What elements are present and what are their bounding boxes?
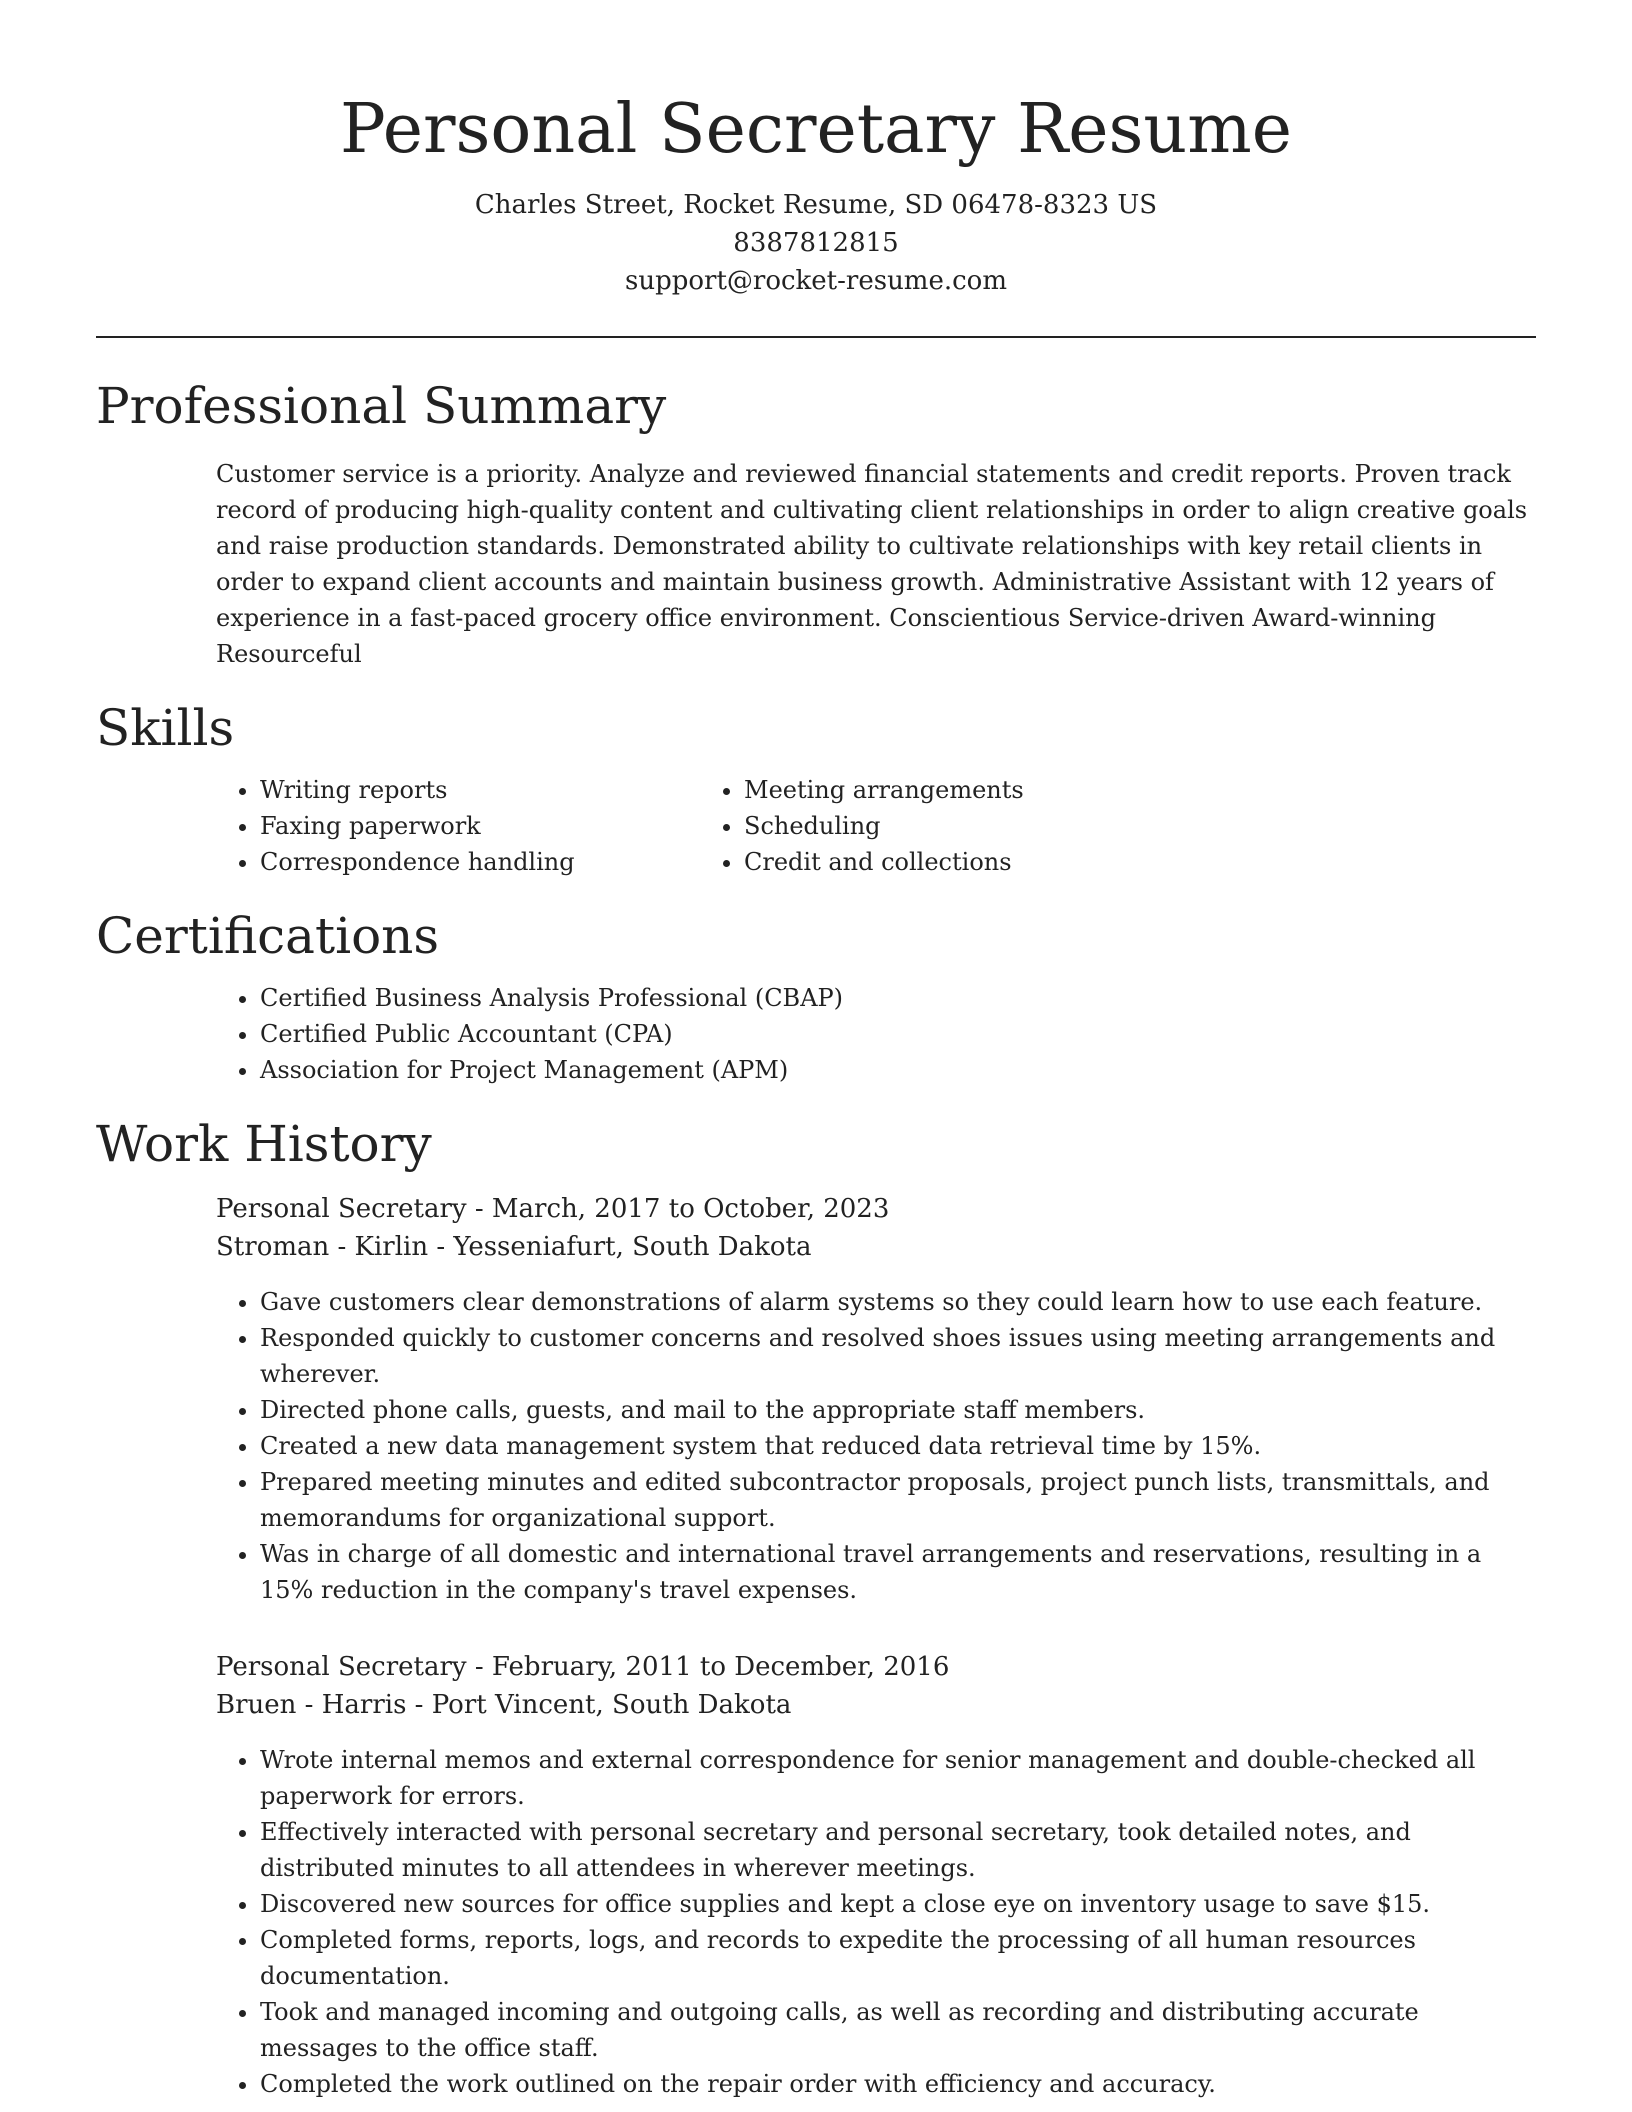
skills-heading: Skills [96,699,235,757]
job-bullet: • Completed the work outlined on the repair order with efficiency and accuracy. [260,2066,1536,2102]
job-entry [216,1190,1536,1608]
certification-item: • Certified Business Analysis Professional (CBAP) [260,980,1536,1016]
summary-section [96,376,1536,672]
job-bullet: • Completed forms, reports, logs, and records to expedite the processing of all human resources documentation. [260,1922,1536,1994]
job-bullet: • Directed phone calls, guests, and mail to the appropriate staff members. [260,1392,1536,1428]
job-bullet: • Wrote internal memos and external correspondence for senior management and double-checked all paperwork for errors. [260,1742,1536,1814]
skills-list-right [580,772,1386,880]
skill-item: • Scheduling [744,808,1386,844]
header-divider [96,336,1536,338]
contact-phone: 8387812815 [733,228,899,258]
job-bullet: • Responded quickly to customer concerns and resolved shoes issues using meeting arrangements and wherever. [260,1320,1536,1392]
certifications-section [96,906,1536,1088]
job-bullet: • Gave customers clear demonstrations of alarm systems so they could learn how to use each feature. [260,1284,1536,1320]
skill-item: • Faxing paperwork [260,808,746,844]
skills-columns [96,772,1536,880]
skill-item: • Correspondence handling [260,844,746,880]
work-history-section [96,1114,1536,2102]
summary-heading: Professional Summary [96,377,667,435]
skill-item: • Meeting arrangements [744,772,1386,808]
resume-title: Personal Secretary Resume [340,90,1292,169]
certifications-heading: Certifications [96,907,440,965]
certifications-list [96,980,1536,1088]
job-bullets [216,1284,1536,1608]
work-history-heading: Work History [96,1115,432,1173]
contact-email: support@rocket-resume.com [624,266,1007,296]
resume-header [96,84,1536,300]
job-bullet: • Created a new data management system that reduced data retrieval time by 15%. [260,1428,1536,1464]
summary-text: Customer service is a priority. Analyze and reviewed financial statements and credit reports. Proven track record of producing high-quality content and cultivating client relationships in order to align creative goals and raise production standards. Demonstrated ability to cultivate relationships with key retail clients in order to expand client accounts and maintain business growth. Administrative Assistant with 12 years of experience in a fast-paced grocery office environment. Conscientious Service-driven Award-winning Resourceful [216,460,1528,668]
job-bullet: • Effectively interacted with personal secretary and personal secretary, took detailed notes, and distributed minutes to all attendees in wherever meetings. [260,1814,1536,1886]
job-bullets [216,1742,1536,2102]
job-bullet: • Prepared meeting minutes and edited subcontractor proposals, project punch lists, transmittals, and memorandums for organizational support. [260,1464,1536,1536]
job-bullet: • Discovered new sources for office supplies and kept a close eye on inventory usage to save $15. [260,1886,1536,1922]
job-company-line: Stroman - Kirlin - Yesseniafurt, South Dakota [216,1232,812,1262]
job-bullet: • Took and managed incoming and outgoing calls, as well as recording and distributing accurate messages to the office staff. [260,1994,1536,2066]
job-bullet: • Was in charge of all domestic and international travel arrangements and reservations, resulting in a 15% reduction in the company's travel expenses. [260,1536,1536,1608]
job-title-line: Personal Secretary - March, 2017 to October, 2023 [216,1194,890,1224]
job-entry [216,1648,1536,2102]
contact-address: Charles Street, Rocket Resume, SD 06478-8323 US [474,190,1158,220]
skills-section [96,698,1536,880]
skill-item: • Writing reports [260,772,746,808]
job-title-line: Personal Secretary - February, 2011 to December, 2016 [216,1652,950,1682]
certification-item: • Association for Project Management (APM) [260,1052,1536,1088]
skill-item: • Credit and collections [744,844,1386,880]
certification-item: • Certified Public Accountant (CPA) [260,1016,1536,1052]
contact-info [96,186,1536,300]
job-company-line: Bruen - Harris - Port Vincent, South Dakota [216,1690,792,1720]
